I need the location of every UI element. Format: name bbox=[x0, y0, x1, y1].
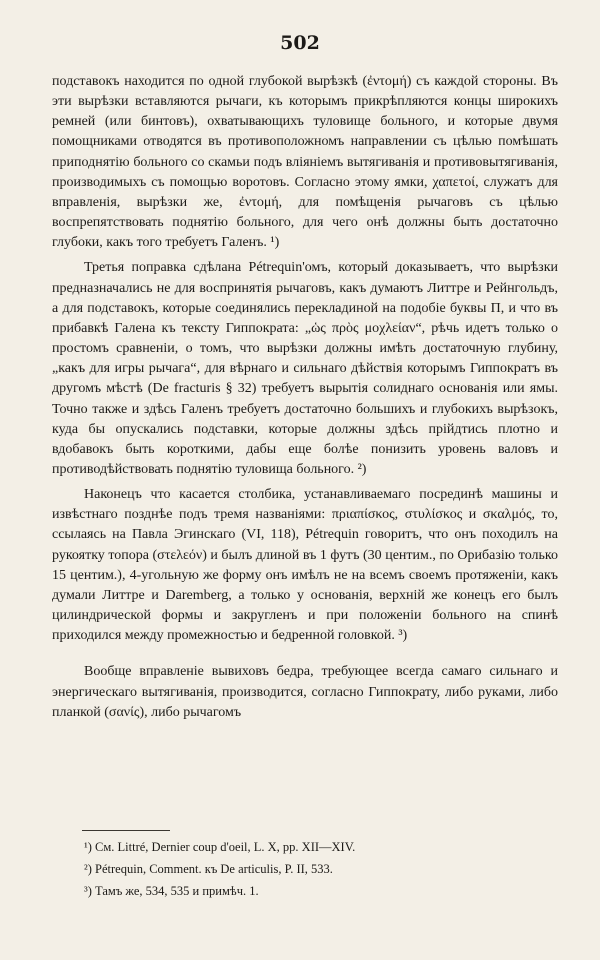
paragraph-4: Вообще вправленіе вывиховъ бедра, требующее всегда самаго сильнаго и энергическаго вытягиванія, производится, согласно Гиппократу, либо руками, либо планкой (σανίς), либо рычагомъ bbox=[52, 664, 558, 720]
footnote-3: ³) Тамъ же, 534, 535 и примѣч. 1. bbox=[84, 884, 259, 898]
footnote-2: ²) Pétrequin, Comment. къ De articulis, P. II, 533. bbox=[84, 862, 333, 876]
page-number: 502 bbox=[280, 32, 320, 54]
main-text bbox=[52, 72, 558, 723]
footnote-divider bbox=[82, 830, 170, 831]
footnotes bbox=[84, 836, 554, 902]
paragraph-2: Третья поправка сдѣлана Pétrequin'омъ, который доказываетъ, что вырѣзки предназначались не для воспринятія рычаговъ, какъ думаютъ Литтре и Рейнгольдъ, а для подставокъ, которые соединялись перекладиной на подобіе буквы П, и что въ прибавкѣ Галена къ тексту Гиппократа: „ὡς πρὸς μοχλείαν“, рѣчь идетъ только о простомъ сравненіи, о томъ, что вырѣзки должны имѣть достаточную глубину, „какъ для игры рычага“, для вѣрнаго и сильнаго дѣйствія которымъ Гиппократъ въ другомъ мѣстѣ (De fracturis § 32) требуетъ вырытія солиднаго основанія или ямы. Точно также и здѣсь Галенъ требуетъ достаточно большихъ и глубокихъ вырѣзокъ, куда бы опускались подставки, которые должны здѣсь прійдтись плотно и вдобавокъ быть короткими, дабы еще болѣе понизить уровень валовъ и противодѣйствовать поднятію туловища больного. ²) bbox=[52, 260, 558, 477]
footnote-1: ¹) См. Littré, Dernier coup d'oeil, L. X, pp. XII—XIV. bbox=[84, 840, 356, 854]
paragraph-3: Наконецъ что касается столбика, устанавливаемаго посрединѣ машины и извѣстнаго позднѣе подъ тремя названіями: πριαπίσκος, στυλίσκος и σκαλμός, то, ссылаясь на Павла Эгинскаго (VI, 118), Pétrequin говоритъ, что онъ походилъ на рукоятку топора (στελεόν) и былъ длиной въ 1 футъ (30 центим., по Орибазію только 15 центим.), 4-угольную же форму онъ имѣлъ не на всемъ своемъ протяженіи, какъ думали Литтре и Daremberg, а только у основанія, верхній же конецъ его былъ цилиндрической формы и закругленъ и при положеніи больного на спинѣ приходился между промежностью и бедренной головкой. ³) bbox=[52, 487, 558, 644]
paragraph-1: подставокъ находится по одной глубокой вырѣзкѣ (ἐντομή) съ каждой стороны. Въ эти вырѣзки вставляются рычаги, къ которымъ прикрѣпляются концы широкихъ ремней (или бинтовъ), охватывающихъ туловище больного, и которые двумя помощниками отводятся въ противоположномъ направлении съ цѣлью помѣшать приподнятію больного со скамьи подъ вліяніемъ вытягиванія и противовытягиванія, производимыхъ съ помощью воротовъ. Согласно этому ямки, χαπετοί, служатъ для вправленія, вырѣзки же, ἐντομή, для помѣщенія рычаговъ съ цѣлью воспрепятствовать поднятію больного, для чего онѣ должны быть достаточно глубоки, какъ того требуетъ Галенъ. ¹) bbox=[52, 74, 558, 251]
